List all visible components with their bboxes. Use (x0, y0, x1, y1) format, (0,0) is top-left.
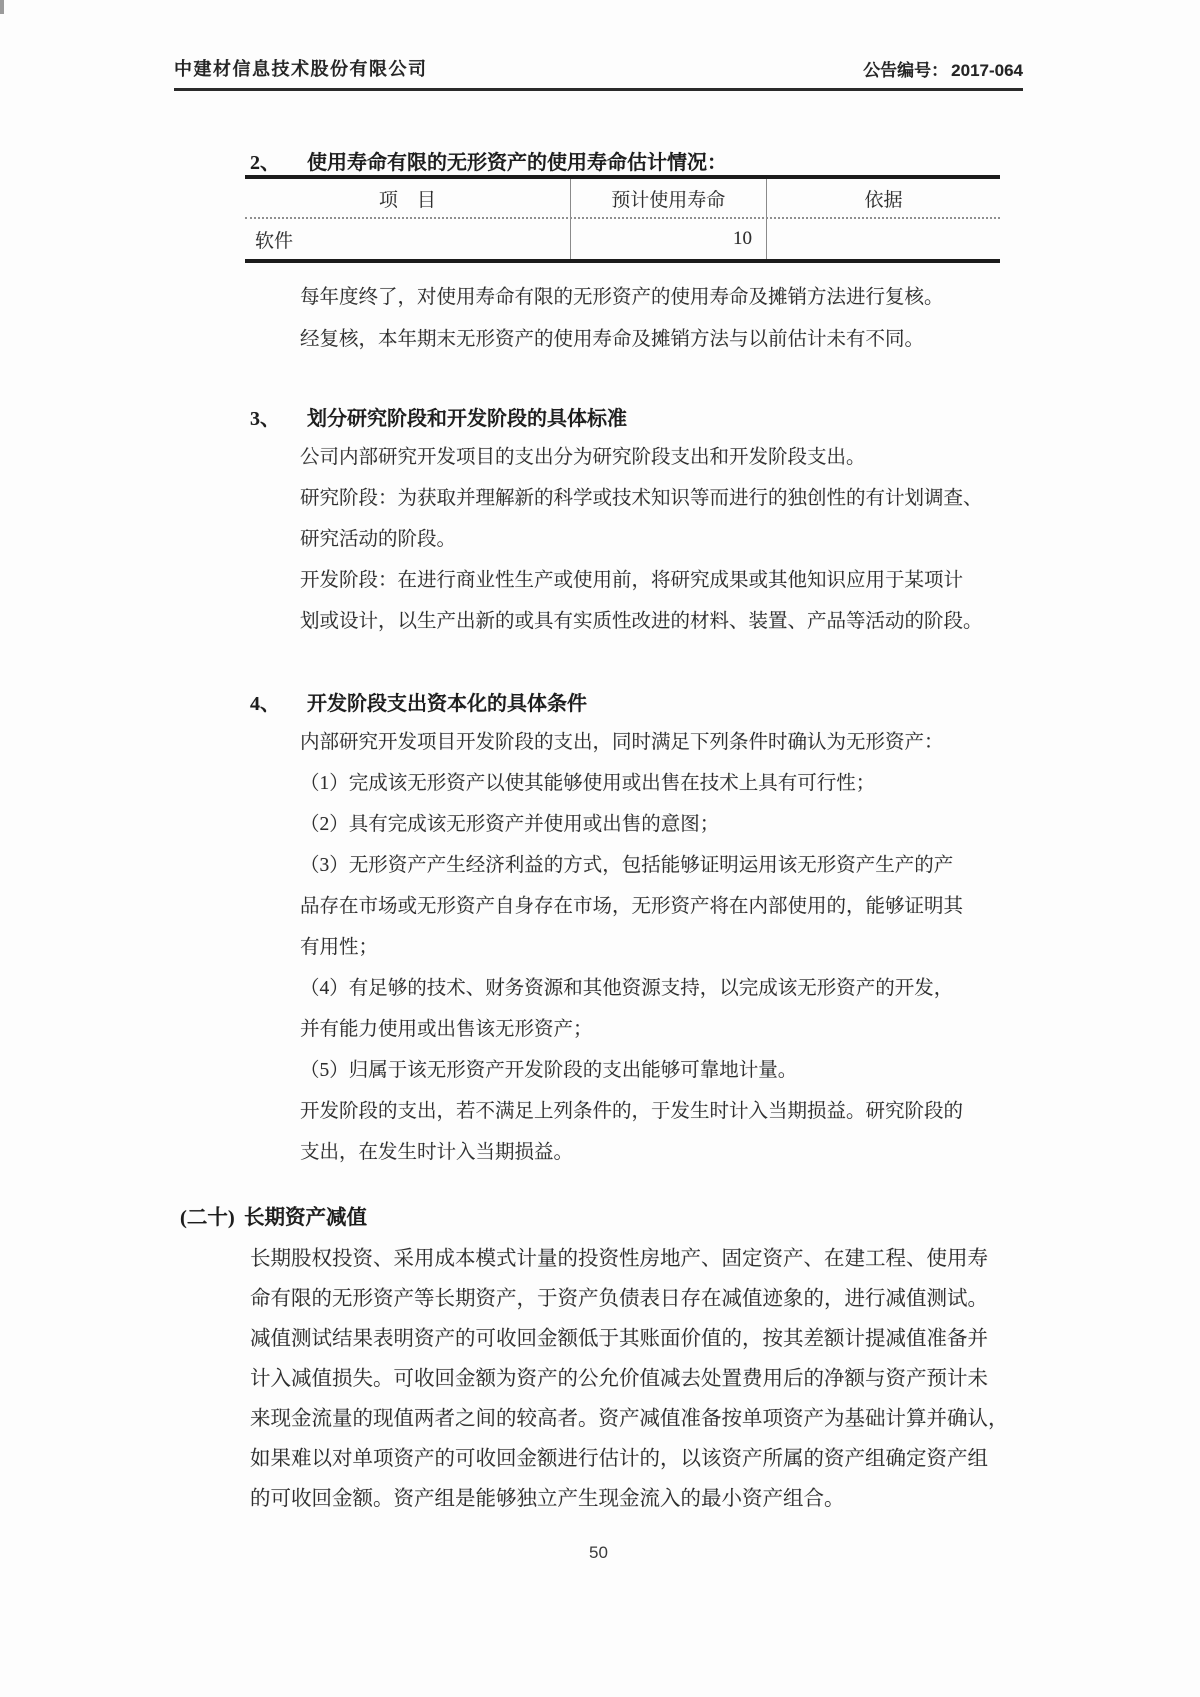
section-3-paragraph (300, 437, 1200, 642)
paragraph-line: 支出，在发生时计入当期损益。 (300, 1142, 574, 1163)
table-col-item: 项 目 (378, 189, 436, 211)
list-item-line: （3）无形资产产生经济利益的方式，包括能够证明运用该无形资产生产的产 (300, 855, 954, 876)
list-item-line: （5）归属于该无形资产开发阶段的支出能够可靠地计量。 (300, 1060, 798, 1081)
paragraph-line: 每年度终了，对使用寿命有限的无形资产的使用寿命及摊销方法进行复核。 (300, 287, 944, 308)
list-item-line: （2）具有完成该无形资产并使用或出售的意图； (300, 814, 720, 835)
page-header (174, 54, 1023, 91)
paragraph-line: 经复核，本年期末无形资产的使用寿命及摊销方法与以前估计未有不同。 (300, 329, 925, 350)
section-3-title: 划分研究阶段和开发阶段的具体标准 (307, 407, 627, 430)
page-number: 50 (589, 1543, 608, 1562)
paragraph-line: 内部研究开发项目开发阶段的支出，同时满足下列条件时确认为无形资产： (300, 732, 944, 753)
paragraph-line: 研究活动的阶段。 (300, 529, 457, 550)
section-4-paragraph (300, 722, 1200, 1173)
table-cell-life: 10 (570, 219, 766, 259)
header-notice-label: 公告编号： (863, 61, 949, 80)
paragraph-line: 计入减值损失。可收回金额为资产的公允价值减去处置费用后的净额与资产预计未 (250, 1368, 988, 1390)
paragraph-line: 开发阶段的支出，若不满足上列条件的，于发生时计入当期损益。研究阶段的 (300, 1101, 964, 1122)
header-notice (863, 56, 1023, 81)
section-20-heading (180, 1199, 1200, 1231)
table-cell-item: 软件 (255, 230, 294, 252)
section-3-heading (250, 401, 1200, 431)
paragraph-line: 公司内部研究开发项目的支出分为研究阶段支出和开发阶段支出。 (300, 447, 866, 468)
list-item-line: 并有能力使用或出售该无形资产； (300, 1019, 593, 1040)
section-20-number: (二十) (180, 1207, 235, 1229)
section-2-paragraph (300, 277, 1200, 361)
paragraph-line: 如果难以对单项资产的可收回金额进行估计的，以该资产所属的资产组确定资产组 (250, 1448, 988, 1470)
useful-life-table (245, 175, 1000, 263)
list-item-line: 有用性； (300, 937, 379, 958)
paragraph-line: 命有限的无形资产等长期资产，于资产负债表日存在减值迹象的，进行减值测试。 (250, 1288, 988, 1310)
section-3-number: 3、 (250, 407, 280, 430)
section-2-number: 2、 (250, 151, 280, 174)
scan-artifact-topleft (0, 0, 4, 14)
section-4-heading (250, 686, 1200, 716)
section-2-title: 使用寿命有限的无形资产的使用寿命估计情况： (307, 151, 727, 174)
list-item-line: 品存在市场或无形资产自身存在市场，无形资产将在内部使用的，能够证明其 (300, 896, 964, 917)
table-col-expected-life: 预计使用寿命 (570, 179, 766, 217)
paragraph-line: 划或设计，以生产出新的或具有实质性改进的材料、装置、产品等活动的阶段。 (300, 611, 983, 632)
paragraph-line: 研究阶段：为获取并理解新的科学或技术知识等而进行的独创性的有计划调查、 (300, 488, 983, 509)
list-item-line: （1）完成该无形资产以使其能够使用或出售在技术上具有可行性； (300, 773, 876, 794)
table-col-basis: 依据 (766, 179, 1000, 217)
section-4-number: 4、 (250, 692, 280, 715)
section-4-title: 开发阶段支出资本化的具体条件 (307, 692, 587, 715)
paragraph-line: 来现金流量的现值两者之间的较高者。资产减值准备按单项资产为基础计算并确认， (250, 1408, 1009, 1430)
section-2-heading (250, 145, 1200, 175)
header-company-name: 中建材信息技术股份有限公司 (174, 59, 428, 79)
section-20-title: 长期资产减值 (244, 1207, 367, 1229)
table-cell-basis (766, 219, 1000, 259)
table-row (245, 219, 1000, 259)
paragraph-line: 的可收回金额。资产组是能够独立产生现金流入的最小资产组合。 (250, 1488, 845, 1510)
paragraph-line: 长期股权投资、采用成本模式计量的投资性房地产、固定资产、在建工程、使用寿 (250, 1248, 988, 1270)
paragraph-line: 减值测试结果表明资产的可收回金额低于其账面价值的，按其差额计提减值准备并 (250, 1328, 988, 1350)
section-20-paragraph (250, 1239, 1200, 1519)
list-item-line: （4）有足够的技术、财务资源和其他资源支持，以完成该无形资产的开发， (300, 978, 954, 999)
paragraph-line: 开发阶段：在进行商业性生产或使用前，将研究成果或其他知识应用于某项计 (300, 570, 964, 591)
header-notice-number: 2017-064 (951, 61, 1023, 80)
table-header-row (245, 179, 1000, 219)
